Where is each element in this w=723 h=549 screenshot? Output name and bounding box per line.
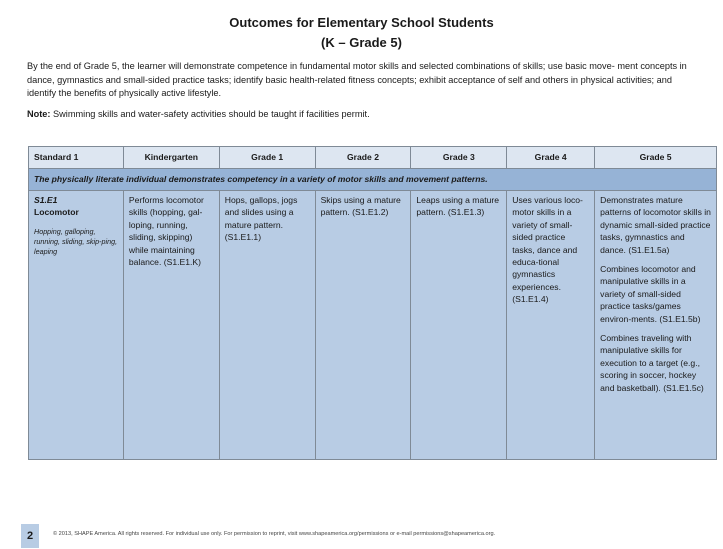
note-paragraph — [27, 108, 699, 121]
header-grade5: Grade 5 — [595, 147, 717, 169]
header-kindergarten: Kindergarten — [123, 147, 219, 169]
page-title: Outcomes for Elementary School Students — [229, 15, 494, 30]
table-header-row — [29, 147, 717, 169]
standard-code: S1.E1 — [34, 195, 58, 205]
note-text: Swimming skills and water-safety activities should be taught if facilities permit. — [50, 109, 370, 119]
note-label: Note: — [27, 109, 51, 119]
standard-description: Hopping, galloping, running, sliding, skip-ping, leaping — [34, 226, 118, 256]
cell-grade1: Hops, gallops, jogs and slides using a mature pattern. (S1.E1.1) — [219, 191, 315, 460]
standard-name: Locomotor — [34, 207, 79, 218]
cell-grade3: Leaps using a mature pattern. (S1.E1.3) — [411, 191, 507, 460]
cell-grade4: Uses various loco-motor skills in a variety of small-sided practice tasks, dance and educa-tional gymnastics experiences. (S1.E1.4) — [507, 191, 595, 460]
page-subtitle: (K – Grade 5) — [321, 35, 402, 50]
header-standard: Standard 1 — [29, 147, 124, 169]
standard-band: The physically literate individual demonstrates competency in a variety of motor skills and movement patterns. — [29, 169, 717, 191]
outcomes-table — [28, 146, 717, 460]
header-grade2: Grade 2 — [315, 147, 411, 169]
header-grade1: Grade 1 — [219, 147, 315, 169]
header-grade3: Grade 3 — [411, 147, 507, 169]
standard-cell — [29, 191, 124, 460]
standard-band-row — [29, 169, 717, 191]
cell-grade5 — [595, 191, 717, 460]
grade5-outcome-a: Demonstrates mature patterns of locomotor skills in dynamic small-sided practice tasks, gymnastics and dance. (S1.E1.5a) — [600, 195, 711, 255]
intro-paragraph: By the end of Grade 5, the learner will demonstrate competence in fundamental motor skills and selected combinations of skills; use basic move- ment concepts in dance, gymnastics and small-sided practice tasks; identify basic health-related fitness concepts; exhibit acceptance of self and others in physical activities; and identify the benefits of physically active lifestyle. — [27, 61, 687, 98]
page-number: 2 — [21, 524, 39, 548]
grade5-outcome-b: Combines locomotor and manipulative skills in a variety of small-sided practice tasks/games environ-ments. (S1.E1.5b) — [600, 264, 701, 324]
cell-grade2: Skips using a mature pattern. (S1.E1.2) — [315, 191, 411, 460]
copyright-notice: © 2013, SHAPE America. All rights reserved. For individual use only. For permission to reprint, visit www.shapeamerica.org/permissions or e-mail permissions@shapeamerica.org. — [53, 531, 496, 537]
grade5-outcome-c: Combines traveling with manipulative skills for execution to a target (e.g., scoring in soccer, hockey and basketball). (S1.E1.5c) — [600, 333, 704, 393]
cell-kindergarten: Performs locomotor skills (hopping, gal-loping, running, sliding, skipping) while maintaining balance. (S1.E1.K) — [123, 191, 219, 460]
table-row — [29, 191, 717, 460]
header-grade4: Grade 4 — [507, 147, 595, 169]
